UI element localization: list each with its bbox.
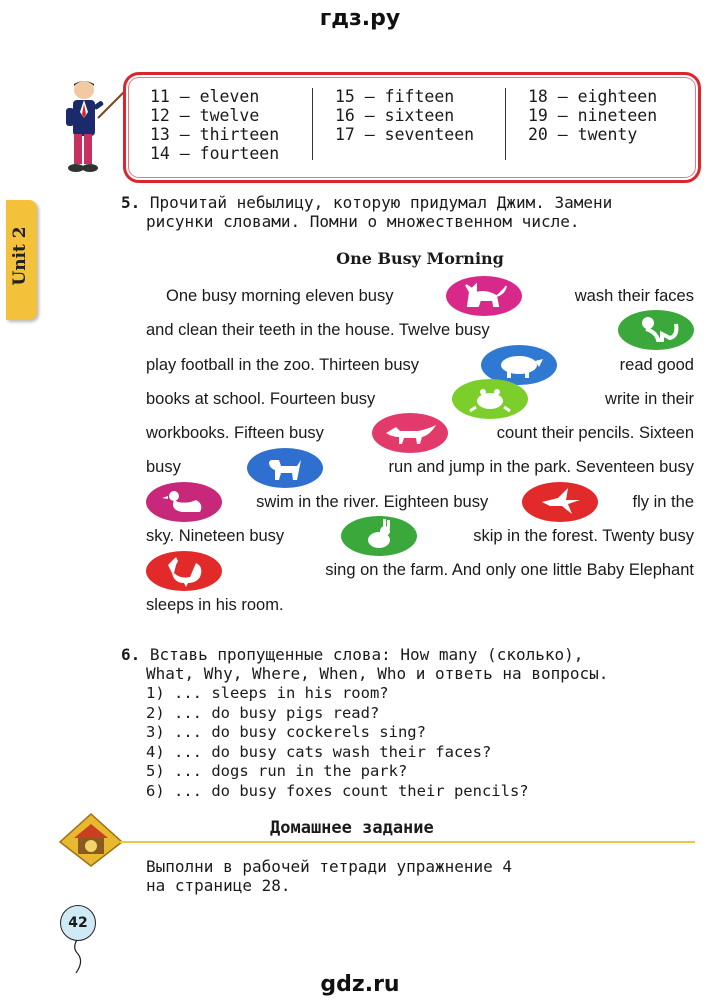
story-line [146, 553, 694, 587]
site-header: гдз.ру [319, 6, 401, 31]
story-fragment: run and jump in the park. Seventeen busy [388, 458, 694, 477]
number-word: 20 — twenty [528, 125, 638, 144]
question-item: 1) ... sleeps in his room? [146, 684, 389, 702]
story-fragment: read good [619, 355, 694, 374]
question-item: 4) ... do busy cats wash their faces? [146, 742, 492, 761]
number-word: 19 — nineteen [528, 106, 658, 125]
story-fragment: busy [146, 458, 181, 477]
monkey-picture [618, 310, 694, 350]
story-fragment: write in their [605, 389, 694, 408]
frog-icon [452, 379, 528, 419]
homework-house-icon [58, 812, 124, 868]
unit-tab-label: Unit 2 [10, 226, 30, 286]
cat-picture [446, 276, 522, 316]
column-divider [312, 88, 313, 160]
task-text: Прочитай небылицу, которую придумал Джим. Замени [149, 193, 613, 212]
number-word: 11 — eleven [150, 87, 260, 106]
story-fragment: wash their faces [574, 287, 694, 305]
story-fragment: sing on the farm. And only one little Baby Elephant [325, 561, 694, 580]
question-list [146, 684, 529, 801]
page-number: 42 [60, 905, 96, 941]
duck-icon [146, 482, 222, 522]
story-title: One Busy Morning [336, 249, 504, 268]
number-word: 13 — thirteen [150, 125, 280, 144]
numbers-column-2 [335, 87, 474, 144]
cockerel-icon [146, 551, 222, 591]
story-line [146, 313, 694, 347]
task-6-instruction [121, 645, 608, 683]
story-fragment: swim in the river. Eighteen busy [256, 492, 489, 511]
question-item: 6) ... do busy foxes count their pencils? [146, 781, 529, 800]
task-text: Вставь пропущенные слова: How many (сколько), [149, 645, 584, 664]
rabbit-icon [341, 516, 417, 556]
number-word: 12 — twelve [150, 106, 260, 125]
story-fragment: books at school. Fourteen busy [146, 389, 376, 408]
numbers-column-3 [528, 87, 657, 144]
numbers-column-1 [150, 87, 279, 163]
story-fragment: and clean their teeth in the house. Twelve busy [146, 321, 490, 340]
task-5-instruction [121, 193, 612, 231]
task-text: What, Why, Where, When, Who и ответь на вопросы. [146, 664, 609, 683]
question-item: 3) ... do busy cockerels sing? [146, 723, 426, 741]
story-line [146, 348, 694, 382]
story-line [146, 416, 694, 450]
story-line [146, 485, 694, 519]
number-word: 15 — fifteen [335, 87, 455, 106]
site-footer: gdz.ru [320, 972, 400, 997]
homework-text [146, 857, 512, 895]
column-divider [505, 88, 506, 160]
bird-picture [522, 482, 598, 522]
rabbit-picture [341, 516, 417, 556]
homework-line: на странице 28. [146, 876, 291, 895]
number-word: 16 — sixteen [335, 106, 455, 125]
cat-icon [446, 276, 522, 316]
unit-tab [6, 200, 37, 320]
story-fragment: fly in the [632, 492, 694, 511]
story-fragment: sky. Nineteen busy [146, 527, 285, 546]
frog-picture [452, 379, 528, 419]
story-line [146, 382, 694, 416]
homework-title: Домашнее задание [270, 818, 434, 838]
monkey-icon [618, 310, 694, 350]
task-text: рисунки словами. Помни о множественном числе. [146, 212, 580, 231]
story-fragment: workbooks. Fifteen busy [146, 424, 324, 443]
dog-icon [247, 448, 323, 488]
question-item: 2) ... do busy pigs read? [146, 703, 380, 722]
teacher-illustration [60, 78, 126, 178]
story-line [146, 519, 694, 553]
story-fragment: count their pencils. Sixteen [496, 424, 694, 443]
story-text [146, 279, 694, 622]
fox-icon [372, 413, 448, 453]
cockerel-picture [146, 551, 222, 591]
story-fragment: play football in the zoo. Thirteen busy [146, 355, 420, 374]
question-item: 5) ... dogs run in the park? [146, 762, 408, 780]
story-line [146, 588, 694, 622]
story-fragment: skip in the forest. Twenty busy [473, 527, 694, 546]
duck-picture [146, 482, 222, 522]
story-fragment: sleeps in his room. [146, 595, 284, 614]
number-word: 14 — fourteen [150, 144, 280, 163]
story-line [146, 279, 694, 313]
story-line [146, 450, 694, 484]
number-word: 18 — eighteen [528, 87, 658, 106]
bird-icon [522, 482, 598, 522]
fox-picture [372, 413, 448, 453]
story-fragment: One busy morning eleven busy [166, 287, 394, 305]
balloon-string [68, 940, 88, 974]
dog-picture [247, 448, 323, 488]
task-number: 6. [121, 645, 141, 664]
homework-divider [120, 841, 695, 843]
number-word: 17 — seventeen [335, 125, 475, 144]
task-number: 5. [121, 193, 141, 212]
homework-line: Выполни в рабочей тетради упражнение 4 [146, 857, 513, 876]
